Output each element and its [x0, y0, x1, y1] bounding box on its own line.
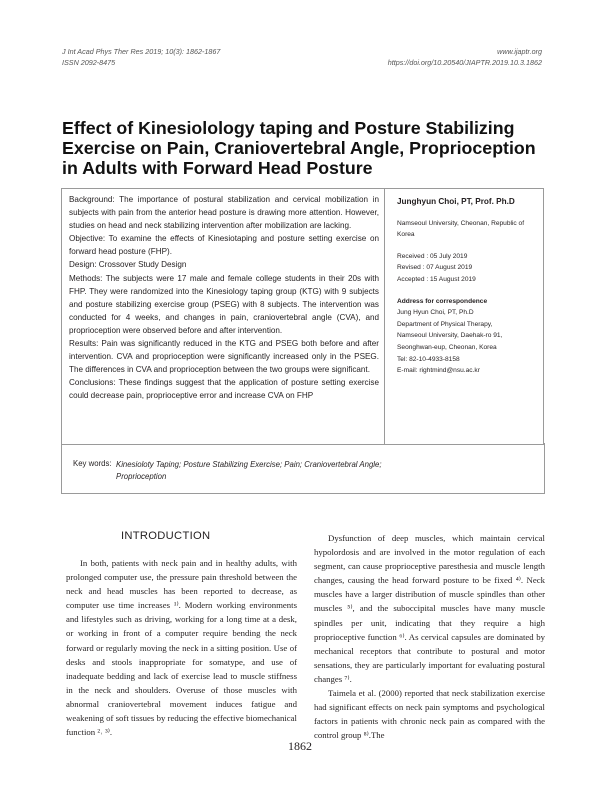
body-paragraph: In both, patients with neck pain and in healthy adults, with prolonged computer use, the pressure pain threshold between the neck and head muscles has been reported to decrease, as computer use time increases ¹⁾. Modern working environments and lifestyles such as driving, working for a long time at a desk, or working in front of a computer require bending the neck forward or regularly moving the neck in a sitting position. Use of desks and stools inappropriate for somatype, and use of inadequate bedding and lack of exercise lead to muscle stiffness in the neck and shoulders. Overuse of those muscles with abnormal craniovertebral movement induces fatigue and weakening of soft tissues by reducing the effective biomechanical function ²˒ ³⁾. [66, 558, 297, 738]
journal-citation [62, 47, 220, 68]
abstract-conclusions: Conclusions: These findings suggest that the application of posture setting exercise could decrease pain, proprioceptive error and increase CVA on FHP [69, 378, 379, 401]
body-paragraph: Dysfunction of deep muscles, which maintain cervical hypolordosis and are involved in the motor regulation of each segment, can cause proprioceptive paresthesia and muscle length changes, causing the head forward posture to be fixed ⁴⁾. Neck muscles have a larger distribution of muscle spindles than other muscles ⁵⁾, and the suboccipital muscles have many muscle spindles per unit, indicating that they require a high proprioceptive function ⁶⁾. As cervical capsules are dominated by mechanical receptors that contribute to postural and motor sensations, they are particularly important for evaluating postural changes ⁷⁾. [314, 533, 545, 684]
correspondence-line: Namseoul University, Daehak-ro 91, [397, 332, 503, 340]
correspondence-line: Seonghwan-eup, Cheonan, Korea [397, 343, 497, 351]
paper-title: Effect of Kinesiolology taping and Posture Stabilizing Exercise on Pain, Craniovertebral Angle, Proprioception in Adults with Forward Head Posture [62, 118, 536, 178]
date-accepted: Accepted : 15 August 2019 [397, 275, 476, 283]
correspondence-email[interactable]: E-mail: rightmind@nsu.ac.kr [397, 367, 480, 375]
body-column-right [314, 531, 545, 742]
journal-citation-line: J Int Acad Phys Ther Res 2019; 10(3): 1862-1867 [62, 47, 221, 56]
correspondence-address [397, 307, 542, 377]
date-revised: Revised : 07 August 2019 [397, 264, 473, 272]
body-paragraph: Taimela et al. (2000) reported that neck stabilization exercise had significant effects on neck pain symptoms and psychological factors in patients with chronic neck pain as compared with the control group ⁸⁾.The [314, 688, 545, 741]
abstract-background: Background: The importance of postural stabilization and cervical mobilization in subjects with pain from the anterior head posture is drawing more attention. However, studies on head and neck stabilizing intervention after mobilization are lacking. [69, 195, 379, 231]
correspondence-line: Jung Hyun Choi, PT, Ph.D [397, 309, 474, 317]
journal-links [388, 47, 542, 68]
article-dates [397, 251, 542, 286]
abstract-objective: Objective: To examine the effects of Kinesiotaping and posture setting exercise on forward head posture (FHP). [69, 234, 379, 257]
author-name: Junghyun Choi, PT, Prof. Ph.D [397, 197, 515, 206]
correspondence-line: Department of Physical Therapy, [397, 320, 493, 328]
doi-link[interactable]: https://doi.org/10.20540/JIAPTR.2019.10.3.1862 [387, 57, 542, 67]
abstract-methods: Methods: The subjects were 17 male and female college students in their 20s with FHP. They were randomized into the Kinesiology taping group (KTG) with 9 subjects and posture stabilizing exercise group (PSEG) with 8 subjects. The intervention was conducted for 4 weeks, and changes in pain, craniovertebral angle (CVA), and proprioception were observed before and after intervention. [69, 273, 379, 335]
date-received: Received : 05 July 2019 [397, 252, 468, 260]
keywords-label: Key words: [73, 459, 112, 468]
journal-url[interactable]: www.ijaptr.org [497, 47, 542, 56]
issn-line: ISSN 2092-8475 [62, 57, 116, 67]
correspondence-title: Address for correspondence [397, 297, 488, 305]
keywords-text: Kinesioloty Taping; Posture Stabilizing Exercise; Pain; Craniovertebral Angle; Proprioception [116, 460, 382, 481]
section-heading-introduction: INTRODUCTION [121, 530, 211, 542]
author-info [397, 196, 542, 377]
abstract-results: Results: Pain was significantly reduced in the KTG and PSEG both before and after intervention. CVA and proprioception were significantly increased only in the PSEG. The differences in CVA and proprioception between the two groups were significant. [69, 339, 379, 375]
body-column-left [66, 556, 297, 739]
correspondence-phone: Tel: 82-10-4933-8158 [397, 355, 460, 363]
page-number: 1862 [288, 739, 312, 753]
author-affiliation: Namseoul University, Cheonan, Republic of Korea [397, 219, 525, 239]
abstract [69, 193, 379, 403]
abstract-design: Design: Crossover Study Design [69, 260, 187, 270]
